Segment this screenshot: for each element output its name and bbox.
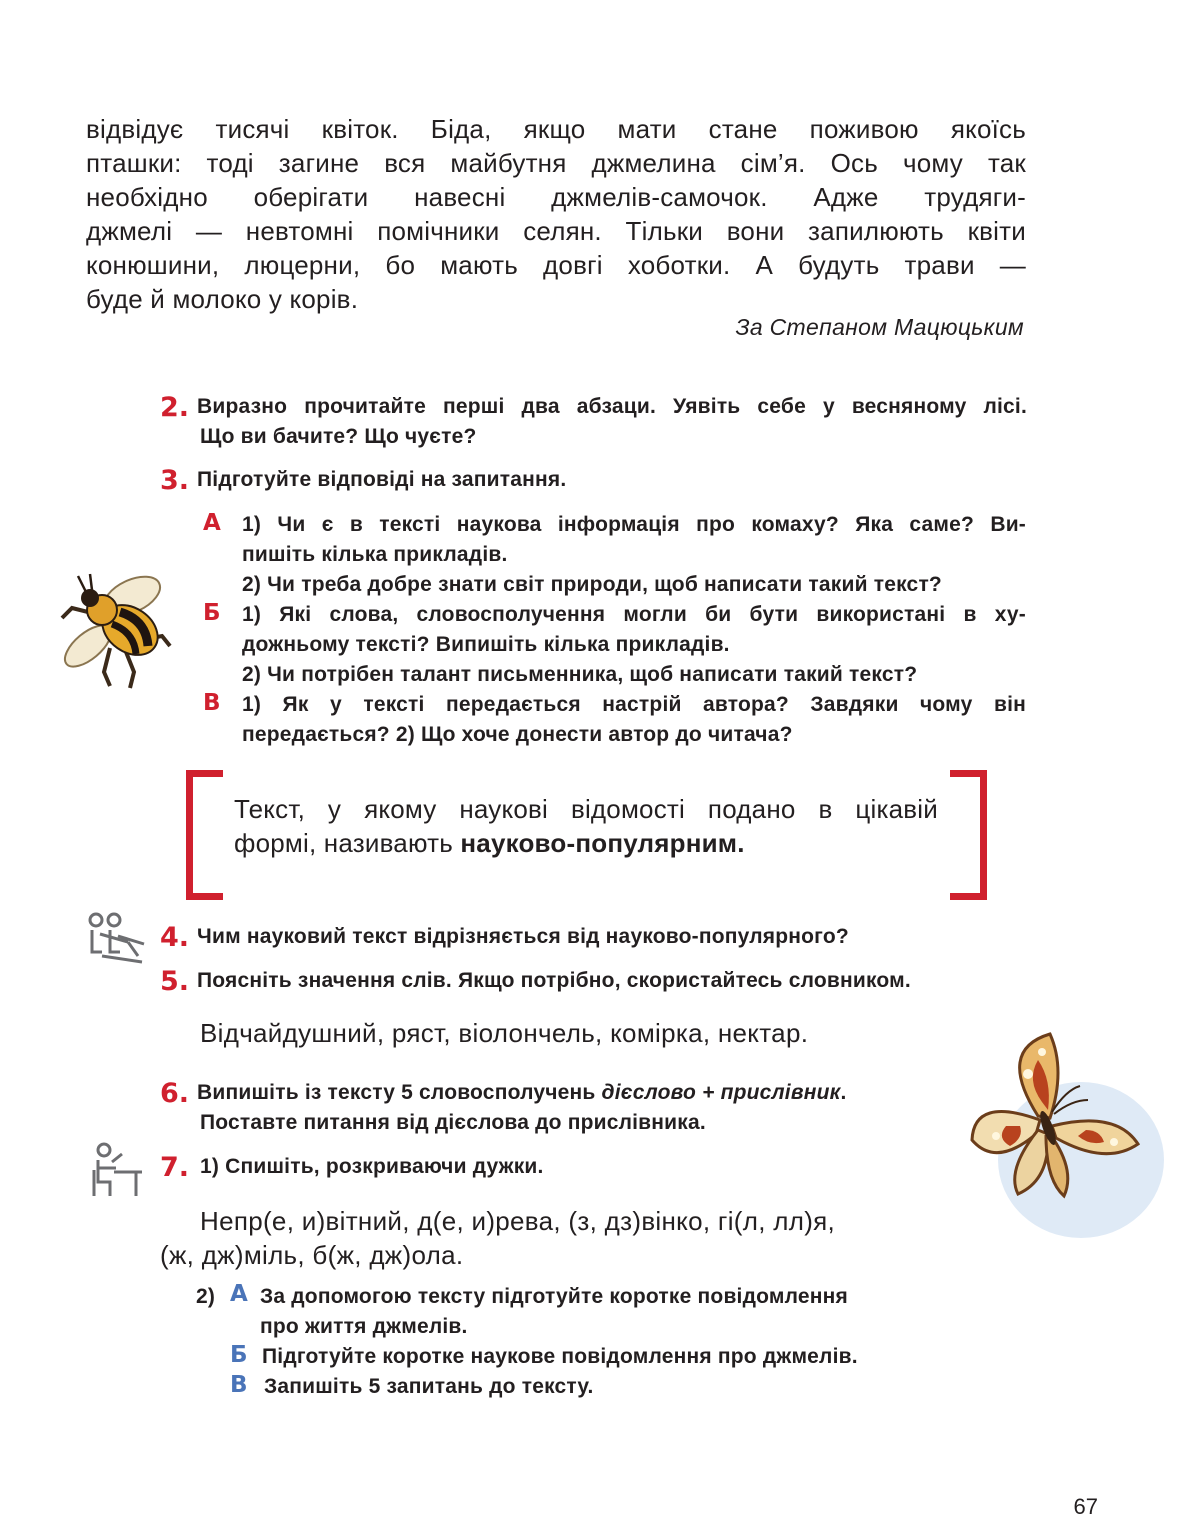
task-3-option-b [242,600,1026,690]
definition-line: формі, називають [234,828,461,858]
task-number: 6. [160,1078,190,1109]
pair-work-icon [88,912,150,966]
task-number: 7. [160,1152,190,1183]
task-6-line: Поставте питання від дієслова до прислівника. [200,1111,706,1134]
task-number: 2. [160,392,190,423]
task-number: 5. [160,966,190,997]
task-3-prompt: Підготуйте відповіді на запитання. [197,468,567,491]
option-line: За допомогою тексту підготуйте коротке повідомлення [260,1285,848,1308]
task-2 [197,392,1027,452]
definition-line: Текст, у якому наукові відомості подано в цікавій [234,794,938,824]
task-6-text: . [840,1081,847,1104]
butterfly-icon [966,1030,1146,1200]
task-7-subnumber: 2) [196,1285,216,1308]
option-line: 2) Чи потрібен талант письменника, щоб написати такий текст? [242,663,918,686]
task-7-words-line: Непр(е, и)вітний, д(е, и)рева, (з, дз)вінко, гі(л, лл)я, [200,1206,836,1236]
task-2-line: Що ви бачите? Що чуєте? [200,425,477,448]
passage-line: необхідно оберігати навесні джмелів-самочок. Адже трудяги- [86,182,1026,212]
passage-line: відвідує тисячі квіток. Біда, якщо мати стане поживою якоїсь [86,114,1026,144]
task-7-option-b: Підготуйте коротке наукове повідомлення про джмелів. [262,1345,858,1368]
option-line: про життя джмелів. [260,1315,468,1338]
task-7-option-v: Запишіть 5 запитань до тексту. [264,1375,594,1398]
definition-bracket-right [950,770,987,900]
option-letter-a: А [203,510,221,536]
option-letter-a: А [230,1281,248,1307]
task-3-option-a [242,510,1026,600]
definition-term: науково-популярним. [460,828,745,858]
definition-text [234,792,938,860]
task-6-emphasis: дієслово + прислівник [601,1081,841,1104]
option-letter-v: В [230,1372,248,1398]
option-line: 1) Які слова, словосполучення могли би бути використані в ху- [242,603,1026,626]
option-line: пишіть кілька прикладів. [242,543,508,566]
writing-desk-icon [88,1142,144,1198]
passage-line: джмелі — невтомні помічники селян. Тільки вони запилюють квіти [86,216,1026,246]
task-7-prompt: 1) Спишіть, розкриваючи дужки. [200,1155,544,1178]
task-2-line: Виразно прочитайте перші два абзаци. Уявіть себе у весняному лісі. [197,395,1027,418]
option-letter-b: Б [203,600,221,626]
passage-line: конюшини, люцерни, бо мають довгі хоботки. А будуть трави — [86,250,1026,280]
task-number: 4. [160,922,190,953]
task-6-text: Випишіть із тексту 5 словосполучень [197,1081,602,1104]
option-line: 2) Чи треба добре знати світ природи, щоб написати такий текст? [242,573,942,596]
option-line: передається? 2) Що хоче донести автор до читача? [242,723,793,746]
page-number: 67 [1073,1494,1098,1519]
reading-passage [86,112,1026,316]
author-credit: За Степаном Мацюцьким [735,314,1024,340]
task-3-option-v [242,690,1026,750]
task-5-words: Відчайдушний, ряст, віолончель, комірка, нектар. [200,1018,809,1048]
task-7-option-a [260,1282,848,1342]
task-number: 3. [160,465,190,496]
task-5: Поясніть значення слів. Якщо потрібно, скористайтесь словником. [197,969,911,992]
option-line: 1) Чи є в тексті наукова інформація про комаху? Яка саме? Ви- [242,513,1026,536]
definition-bracket-left [186,770,223,900]
passage-line: буде й молоко у корів. [86,284,359,314]
option-letter-v: В [203,690,221,716]
passage-line: пташки: тоді загине вся майбутня джмелина сім’я. Ось чому так [86,148,1026,178]
bumblebee-icon [50,568,180,690]
option-line: 1) Як у тексті передається настрій автора? Завдяки чому він [242,693,1026,716]
option-line: дожньому тексті? Випишіть кілька прикладів. [242,633,730,656]
option-letter-b: Б [230,1342,248,1368]
task-6 [197,1078,847,1138]
task-7-words-line: (ж, дж)міль, б(ж, дж)ола. [160,1240,464,1270]
task-4: Чим науковий текст відрізняється від науково-популярного? [197,925,849,948]
